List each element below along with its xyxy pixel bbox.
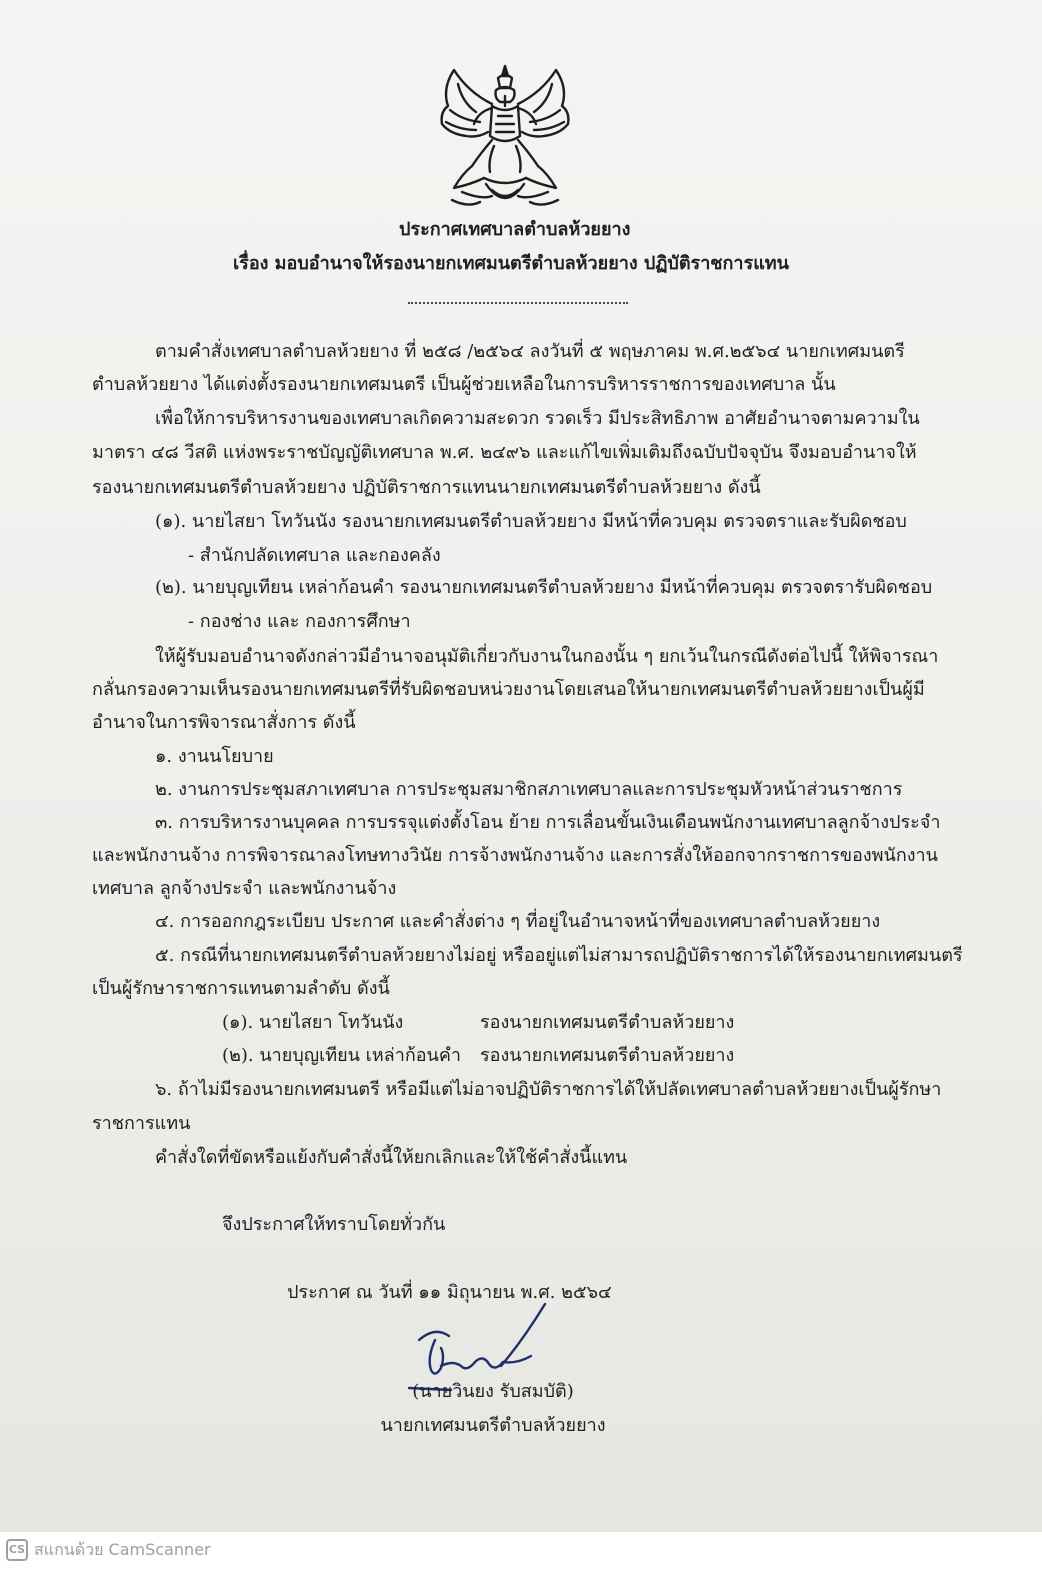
- paragraph-line: อำนาจในการพิจารณาสั่งการ ดังนี้: [92, 712, 356, 733]
- signatory-position: นายกเทศมนตรีตำบลห้วยยาง: [380, 1415, 606, 1436]
- paragraph-line: ราชการแทน: [92, 1113, 191, 1134]
- announcement-subject: เรื่อง มอบอำนาจให้รองนายกเทศมนตรีตำบลห้วยยาง ปฏิบัติราชการแทน: [233, 253, 789, 274]
- signatory-name: (นายวินยง รับสมบัติ): [412, 1381, 574, 1402]
- announcement-date: ประกาศ ณ วันที่ ๑๑ มิถุนายน พ.ศ. ๒๕๖๔: [287, 1282, 612, 1303]
- exception-item-1: ๑. งานนโยบาย: [155, 746, 274, 767]
- delegate-1-line: (๑). นายไสยา โทวันนัง รองนายกเทศมนตรีตำบลห้วยยาง มีหน้าที่ควบคุม ตรวจตราและรับผิดชอบ: [155, 511, 907, 532]
- revocation-line: คำสั่งใดที่ขัดหรือแย้งกับคำสั่งนี้ให้ยกเลิกและให้ใช้คำสั่งนี้แทน: [155, 1147, 628, 1168]
- paragraph-line: เป็นผู้รักษาราชการแทนตามลำดับ ดังนี้: [92, 978, 390, 999]
- exception-item-3: ๓. การบริหารงานบุคคล การบรรจุแต่งตั้งโอน ย้าย การเลื่อนขั้นเงินเดือนพนักงานเทศบาลลูกจ้างประจำ: [155, 812, 941, 833]
- camscanner-logo-icon: CS: [6, 1539, 28, 1561]
- handwritten-signature-icon: [405, 1300, 555, 1392]
- acting-order-2-name: (๒). นายบุญเทียน เหล่าก้อนคำ: [222, 1045, 461, 1066]
- paragraph-line: ให้ผู้รับมอบอำนาจดังกล่าวมีอำนาจอนุมัติเกี่ยวกับงานในกองนั้น ๆ ยกเว้นในกรณีดังต่อไปนี้ ให้พิจารณา: [155, 646, 939, 667]
- exception-item-5: ๕. กรณีที่นายกเทศมนตรีตำบลห้วยยางไม่อยู่ หรืออยู่แต่ไม่สามารถปฏิบัติราชการได้ให้รองนายกเทศมนตรี: [155, 945, 963, 966]
- camscanner-watermark: สแกนด้วย CamScanner: [34, 1540, 211, 1559]
- divider-dots: [408, 302, 628, 304]
- acting-order-1-position: รองนายกเทศมนตรีตำบลห้วยยาง: [480, 1012, 735, 1033]
- exception-item-4: ๔. การออกกฎระเบียบ ประกาศ และคำสั่งต่าง ๆ ที่อยู่ในอำนาจหน้าที่ของเทศบาลตำบลห้วยยาง: [155, 911, 881, 932]
- paragraph-line: รองนายกเทศมนตรีตำบลห้วยยาง ปฏิบัติราชการแทนนายกเทศมนตรีตำบลห้วยยาง ดังนี้: [92, 477, 761, 498]
- paragraph-line: กลั่นกรองความเห็นรองนายกเทศมนตรีที่รับผิดชอบหน่วยงานโดยเสนอให้นายกเทศมนตรีตำบลห้วยยางเป็นผู้มี: [92, 679, 925, 700]
- paragraph-line: มาตรา ๔๘ วีสติ แห่งพระราชบัญญัติเทศบาล พ.ศ. ๒๔๙๖ และแก้ไขเพิ่มเติมถึงฉบับปัจจุบัน จึงมอบอำนาจให้: [92, 442, 917, 463]
- paragraph-line: เทศบาล ลูกจ้างประจำ และพนักงานจ้าง: [92, 878, 397, 899]
- paragraph-line: เพื่อให้การบริหารงานของเทศบาลเกิดความสะดวก รวดเร็ว มีประสิทธิภาพ อาศัยอำนาจตามความใน: [155, 408, 920, 429]
- delegate-2-line: (๒). นายบุญเทียน เหล่าก้อนคำ รองนายกเทศมนตรีตำบลห้วยยาง มีหน้าที่ควบคุม ตรวจตรารับผิดชอบ: [155, 577, 933, 598]
- delegate-2-units: - กองช่าง และ กองการศึกษา: [188, 611, 411, 632]
- paragraph-line: และพนักงานจ้าง การพิจารณาลงโทษทางวินัย การจ้างพนักงานจ้าง และการสั่งให้ออกจากราชการของพนักงาน: [92, 845, 938, 866]
- exception-item-6: ๖. ถ้าไม่มีรองนายกเทศมนตรี หรือมีแต่ไม่อาจปฏิบัติราชการได้ให้ปลัดเทศบาลตำบลห้วยยางเป็นผู้รักษา: [155, 1079, 942, 1100]
- paragraph-line: ตำบลห้วยยาง ได้แต่งตั้งรองนายกเทศมนตรี เป็นผู้ช่วยเหลือในการบริหารราชการของเทศบาล นั้น: [92, 374, 836, 395]
- announcement-title: ประกาศเทศบาลตำบลห้วยยาง: [399, 219, 631, 240]
- paragraph-line: ตามคำสั่งเทศบาลตำบลห้วยยาง ที่ ๒๕๘ /๒๕๖๔ ลงวันที่ ๕ พฤษภาคม พ.ศ.๒๕๖๔ นายกเทศมนตรี: [155, 341, 905, 362]
- delegate-1-units: - สำนักปลัดเทศบาล และกองคลัง: [188, 545, 441, 566]
- closing-line: จึงประกาศให้ทราบโดยทั่วกัน: [222, 1214, 446, 1235]
- acting-order-1-name: (๑). นายไสยา โทวันนัง: [222, 1012, 404, 1033]
- exception-item-2: ๒. งานการประชุมสภาเทศบาล การประชุมสมาชิกสภาเทศบาลและการประชุมหัวหน้าส่วนราชการ: [155, 779, 903, 800]
- acting-order-2-position: รองนายกเทศมนตรีตำบลห้วยยาง: [480, 1045, 735, 1066]
- garuda-emblem-icon: [432, 62, 578, 212]
